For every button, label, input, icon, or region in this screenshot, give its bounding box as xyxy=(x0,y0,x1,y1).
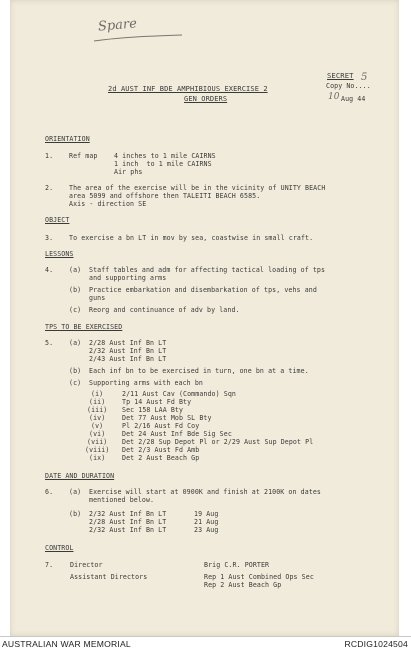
para-number: 2. xyxy=(45,184,54,192)
para-text-line: To exercise a bn LT in mov by sea, coastwise in small craft. xyxy=(69,234,314,242)
item-label: (c) xyxy=(69,306,82,314)
item-label: (a) xyxy=(69,488,82,496)
item-text-line: Practice embarkation and disembarkation of tps, vehs and xyxy=(89,286,317,294)
para-number: 6. xyxy=(45,488,54,496)
document-subtitle: GEN ORDERS xyxy=(184,95,228,103)
para-number: 1. xyxy=(45,152,54,160)
document-title: 2d AUST INF BDE AMPHIBIOUS EXERCISE 2 xyxy=(108,85,268,93)
item-text-line: and supporting arms xyxy=(89,274,167,282)
subitem-text: Det 2/3 Aust Fd Amb xyxy=(122,446,200,454)
schedule-bn: 2/32 Aust Inf Bn LT xyxy=(89,510,167,518)
para-number: 5. xyxy=(45,339,54,347)
subitem-num: (i) xyxy=(91,390,104,398)
control-name: Brig C.R. PORTER xyxy=(204,561,270,569)
control-role: Assistant Directors xyxy=(70,573,148,581)
classification-label: SECRET xyxy=(327,71,354,80)
control-role: Director xyxy=(70,561,103,569)
item-text-line: Supporting arms with each bn xyxy=(89,379,203,387)
subitem-num: (v) xyxy=(91,422,104,430)
subitem-text: Tp 14 Aust Fd Bty xyxy=(122,398,192,406)
subitem-text: Pl 2/16 Aust Fd Coy xyxy=(122,422,200,430)
subitem-text: Det 77 Aust Mob SL Bty xyxy=(122,414,212,422)
item-text-line: guns xyxy=(89,294,106,302)
para-text-line: area 5099 and offshore then TALEITI BEACH 6585. xyxy=(69,192,261,200)
item-text-line: Reorg and continuance of adv by land. xyxy=(89,306,240,314)
subitem-text: 2/11 Aust Cav (Commando) Sqn xyxy=(122,390,236,398)
document-date: Aug 44 xyxy=(341,95,366,103)
copy-number: Copy No.... xyxy=(326,82,371,90)
para-number: 4. xyxy=(45,266,54,274)
item-text-line: mentioned below. xyxy=(89,496,155,504)
control-name: Rep 1 Aust Combined Ops Sec xyxy=(204,573,314,581)
para-text-line: The area of the exercise will be in the vicinity of UNITY BEACH xyxy=(69,184,326,192)
schedule-bn: 2/28 Aust Inf Bn LT xyxy=(89,518,167,526)
para-number: 7. xyxy=(45,561,54,569)
handwritten-annotation: Spare xyxy=(97,16,138,35)
item-label: (b) xyxy=(69,510,82,518)
bn-line: 2/43 Aust Inf Bn LT xyxy=(89,355,167,363)
item-text-line: Exercise will start at 0900K and finish at 2100K on dates xyxy=(89,488,321,496)
map-ref-line: 4 inches to 1 mile CAIRNS xyxy=(114,152,216,160)
subitem-num: (ii) xyxy=(89,398,106,406)
subitem-text: Det 2 Aust Beach Gp xyxy=(122,454,200,462)
map-ref-label: Ref map xyxy=(69,152,98,160)
section-heading-control: CONTROL xyxy=(45,544,74,552)
footer-source: AUSTRALIAN WAR MEMORIAL xyxy=(2,639,131,649)
subitem-num: (ix) xyxy=(89,454,106,462)
schedule-date: 23 Aug xyxy=(194,526,219,534)
subitem-text: Sec 158 LAA Bty xyxy=(122,406,184,414)
copy-number-hand: 5 xyxy=(361,72,368,83)
schedule-bn: 2/32 Aust Inf Bn LT xyxy=(89,526,167,534)
annotation-underline xyxy=(92,34,184,44)
bn-line: 2/28 Aust Inf Bn LT xyxy=(89,339,167,347)
section-heading-lessons: LESSONS xyxy=(45,250,74,258)
subitem-text: Det 24 Aust Inf Bde Sig Sec xyxy=(122,430,232,438)
schedule-date: 21 Aug xyxy=(194,518,219,526)
item-label: (b) xyxy=(69,286,82,294)
subitem-num: (iv) xyxy=(89,414,106,422)
section-heading-dates: DATE AND DURATION xyxy=(45,472,115,480)
footer-divider xyxy=(0,636,411,637)
para-text-line: Axis - direction SE xyxy=(69,200,147,208)
item-label: (b) xyxy=(69,367,82,375)
bn-line: 2/32 Aust Inf Bn LT xyxy=(89,347,167,355)
subitem-num: (iii) xyxy=(87,406,108,414)
date-hand: 10 xyxy=(328,92,340,102)
map-ref-line: Air phs xyxy=(114,168,143,176)
item-label: (a) xyxy=(69,266,82,274)
section-heading-tps: TPS TO BE EXERCISED xyxy=(45,323,123,331)
item-label: (a) xyxy=(69,339,82,347)
item-label: (c) xyxy=(69,379,82,387)
item-text-line: Staff tables and adm for affecting tactical loading of tps xyxy=(89,266,326,274)
section-heading-orientation: ORIENTATION xyxy=(45,135,90,143)
subitem-num: (vii) xyxy=(87,438,108,446)
control-name: Rep 2 Aust Beach Gp xyxy=(204,581,282,589)
subitem-text: Det 2/28 Sup Depot Pl or 2/29 Aust Sup Depot Pl xyxy=(122,438,314,446)
subitem-num: (vi) xyxy=(89,430,106,438)
item-text-line: Each inf bn to be exercised in turn, one bn at a time. xyxy=(89,367,309,375)
footer-reference: RCDIG1024504 xyxy=(344,639,408,649)
schedule-date: 19 Aug xyxy=(194,510,219,518)
section-heading-object: OBJECT xyxy=(45,216,70,224)
para-number: 3. xyxy=(45,234,54,242)
subitem-num: (viii) xyxy=(85,446,110,454)
map-ref-line: 1 inch to 1 mile CAIRNS xyxy=(114,160,212,168)
